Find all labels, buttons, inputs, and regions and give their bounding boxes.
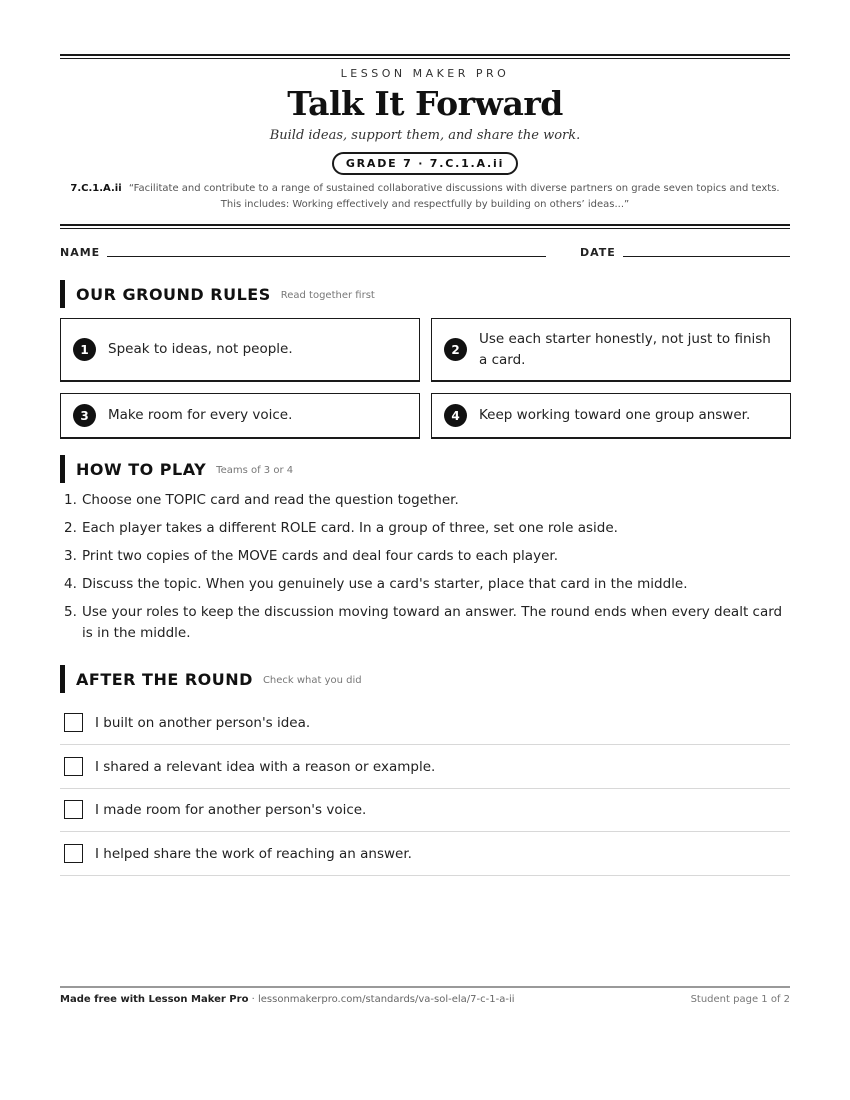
step-item — [60, 546, 790, 567]
grade-badge-wrap — [60, 152, 790, 175]
grade-badge: GRADE 7 · 7.C.1.A.ii — [332, 152, 518, 175]
standard-description — [60, 181, 790, 213]
checklist-item — [60, 788, 790, 832]
checklist-text: I shared a relevant idea with a reason or example. — [95, 758, 436, 775]
brand-label: LESSON MAKER PRO — [340, 67, 510, 80]
footer-made-with: Made free with Lesson Maker Pro — [60, 994, 249, 1005]
ground-rule-card — [431, 318, 791, 382]
step-item — [60, 574, 790, 595]
after-round-heading — [60, 665, 362, 693]
section-note: Teams of 3 or 4 — [216, 465, 294, 476]
step-text: Use your roles to keep the discussion moving toward an answer. The round ends when every dealt card is in the middle. — [82, 604, 783, 641]
checklist-text: I made room for another person's voice. — [95, 801, 367, 818]
checklist-text: I built on another person's idea. — [95, 714, 311, 731]
step-number: 5. — [64, 604, 77, 620]
step-item — [60, 602, 790, 644]
ground-rule-text: Use each starter honestly, not just to finish a card. — [479, 330, 771, 368]
footer-credit — [60, 994, 515, 1005]
step-number: 4. — [64, 576, 77, 592]
ground-rule-card — [60, 318, 420, 382]
standard-text: “Facilitate and contribute to a range of sustained collaborative discussions with diverse partners on grade seven topics and texts. This includes: Working effectively and respectfully by building on others’ ideas...” — [128, 183, 780, 210]
checkbox[interactable] — [64, 713, 83, 732]
ground-rule-card — [431, 393, 791, 439]
section-note: Read together first — [280, 290, 375, 301]
checklist-item — [60, 701, 790, 745]
date-field[interactable] — [623, 256, 790, 257]
name-label: NAME — [60, 246, 101, 259]
step-number: 2. — [64, 520, 77, 536]
standard-code: 7.C.1.A.ii — [70, 183, 122, 194]
ground-rule-text: Speak to ideas, not people. — [108, 341, 293, 357]
header-bottom-rule — [60, 224, 790, 229]
section-marker — [60, 280, 65, 308]
checkbox[interactable] — [64, 800, 83, 819]
top-double-rule — [60, 54, 790, 59]
number-badge: 3 — [73, 404, 96, 427]
number-badge: 1 — [73, 338, 96, 361]
step-text: Discuss the topic. When you genuinely use a card's starter, place that card in the middle. — [82, 576, 688, 592]
ground-rule-text: Keep working toward one group answer. — [479, 407, 751, 423]
section-title: HOW TO PLAY — [76, 459, 207, 479]
footer-url[interactable]: lessonmakerpro.com/standards/va-sol-ela/7-c-1-a-ii — [257, 994, 515, 1005]
how-to-play-steps — [60, 490, 790, 651]
step-item — [60, 518, 790, 539]
page-title: Talk It Forward — [287, 84, 563, 123]
footer-rule — [60, 986, 790, 988]
name-field[interactable] — [107, 256, 546, 257]
step-text: Choose one TOPIC card and read the question together. — [82, 492, 459, 508]
footer-separator: · — [248, 994, 258, 1005]
how-to-play-heading — [60, 455, 293, 483]
date-label: DATE — [580, 246, 616, 259]
section-marker — [60, 665, 65, 693]
checklist-text: I helped share the work of reaching an answer. — [95, 845, 412, 862]
section-note: Check what you did — [262, 675, 362, 686]
checklist-item — [60, 832, 790, 876]
step-item — [60, 490, 790, 511]
section-marker — [60, 455, 65, 483]
page-subtitle: Build ideas, support them, and share the work. — [269, 128, 581, 143]
step-text: Print two copies of the MOVE cards and deal four cards to each player. — [82, 548, 558, 564]
footer-page-label: Student page 1 of 2 — [690, 994, 790, 1005]
step-number: 1. — [64, 492, 77, 508]
checkbox[interactable] — [64, 844, 83, 863]
checklist-item — [60, 745, 790, 789]
step-number: 3. — [64, 548, 77, 564]
number-badge: 2 — [444, 338, 467, 361]
checkbox[interactable] — [64, 757, 83, 776]
section-title: OUR GROUND RULES — [76, 284, 271, 304]
ground-rule-card — [60, 393, 420, 439]
ground-rule-text: Make room for every voice. — [108, 407, 293, 423]
number-badge: 4 — [444, 404, 467, 427]
step-text: Each player takes a different ROLE card. In a group of three, set one role aside. — [82, 520, 618, 536]
section-title: AFTER THE ROUND — [76, 669, 253, 689]
ground-rules-heading — [60, 280, 375, 308]
worksheet-page — [60, 0, 790, 1100]
